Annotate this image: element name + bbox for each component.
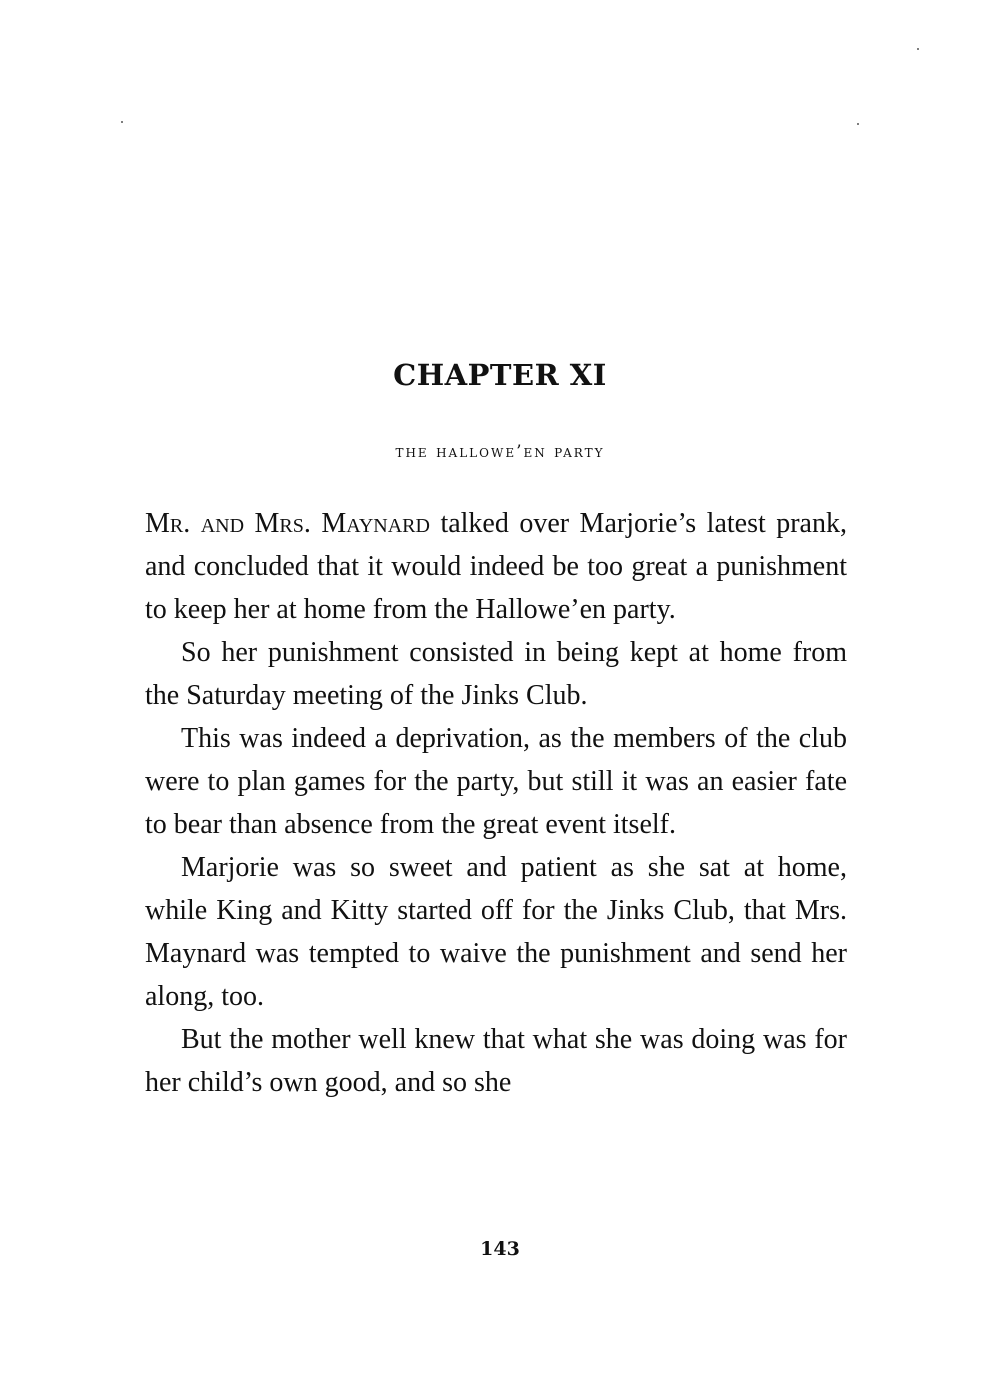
paragraph-3: This was indeed a deprivation, as the members of the club were to plan games for the party, but still it was an easier fate to bear than absence from the great event itself. — [145, 723, 847, 840]
page-speck — [857, 123, 859, 125]
chapter-body — [145, 502, 847, 1104]
paragraph-5: But the mother well knew that what she was doing was for her child’s own good, and so she — [145, 1024, 847, 1098]
opening-small-caps: Mr. and Mrs. Maynard — [145, 508, 430, 539]
paragraph-2: So her punishment consisted in being kept at home from the Saturday meeting of the Jinks Club. — [145, 637, 847, 711]
paragraph-1 — [145, 502, 847, 631]
paragraph-4: Marjorie was so sweet and patient as she sat at home, while King and Kitty started off for the Jinks Club, that Mrs. Maynard was tempted to waive the punishment and send her along, too. — [145, 852, 847, 1012]
chapter-title: the hallowe’en party — [395, 442, 605, 462]
page-speck — [917, 48, 919, 50]
page-number: 143 — [480, 1238, 520, 1260]
chapter-number: CHAPTER XI — [393, 358, 607, 392]
paragraph-text: talked over Marjorie’s latest prank, and concluded that it would indeed be too great a punishment to keep her at home from the Hallowe’en party. — [145, 508, 847, 625]
page-speck — [121, 121, 123, 123]
